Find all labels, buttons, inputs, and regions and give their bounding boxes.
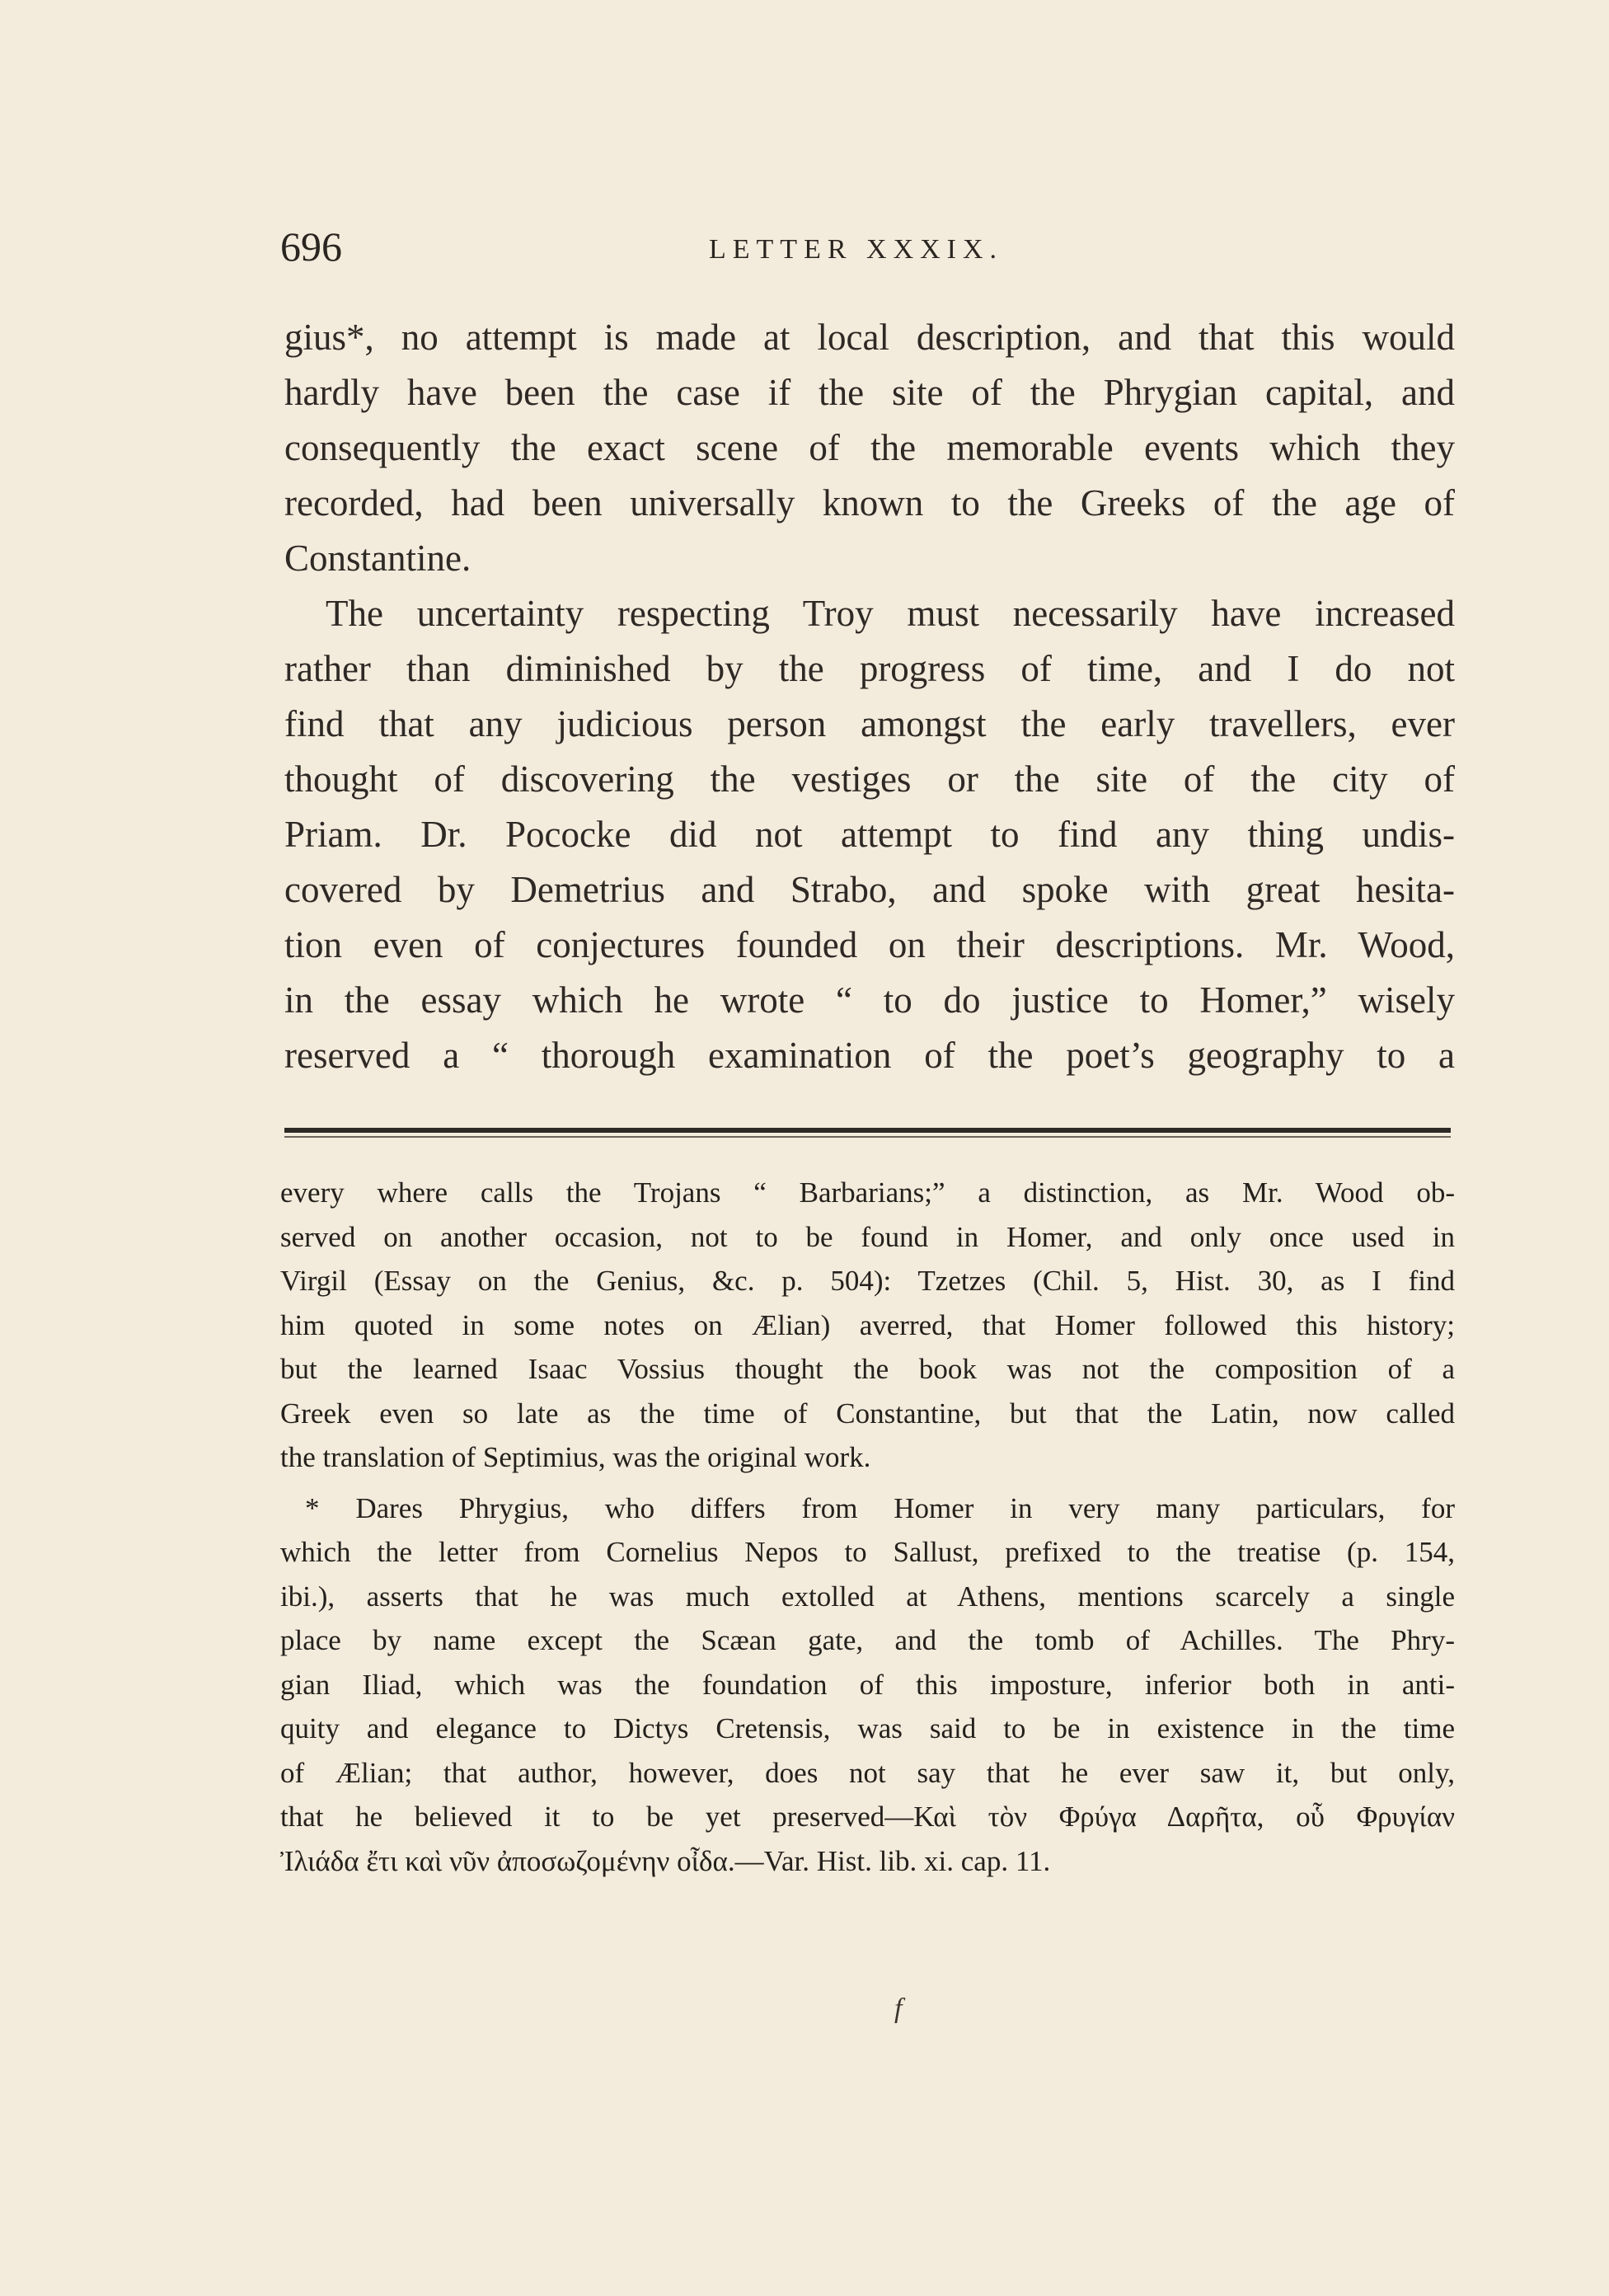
body-line: find that any judicious person amongst the early travellers, ever — [284, 703, 1455, 744]
main-text — [284, 310, 1455, 1083]
body-line: consequently the exact scene of the memorable events which they — [284, 427, 1455, 468]
body-line: Constantine. — [284, 538, 471, 579]
footnote-line: every where calls the Trojans “ Barbarians;” a distinction, as Mr. Wood ob- — [280, 1176, 1455, 1209]
footnote-line: place by name except the Scæan gate, and the tomb of Achilles. The Phry- — [280, 1624, 1455, 1656]
footnote-line: Virgil (Essay on the Genius, &c. p. 504): Tzetzes (Chil. 5, Hist. 30, as I find — [280, 1265, 1455, 1297]
footnote-line: quity and elegance to Dictys Cretensis, was said to be in existence in the time — [280, 1712, 1455, 1744]
page-header — [280, 223, 1451, 289]
body-line: tion even of conjectures founded on their descriptions. Mr. Wood, — [284, 924, 1455, 965]
footnotes — [280, 1171, 1455, 1883]
footnote-line: * Dares Phrygius, who differs from Homer in very many particulars, for — [305, 1491, 1455, 1524]
footnote-line: which the letter from Cornelius Nepos to Sallust, prefixed to the treatise (p. 154, — [280, 1536, 1455, 1568]
footnote-line: but the learned Isaac Vossius thought the book was not the composition of a — [280, 1353, 1455, 1385]
body-line: thought of discovering the vestiges or the site of the city of — [284, 758, 1455, 800]
footnote-rule-thin — [284, 1136, 1451, 1138]
page-number: 696 — [280, 223, 342, 270]
footnote-line: him quoted in some notes on Ælian) averred, that Homer followed this history; — [280, 1308, 1455, 1341]
body-line: The uncertainty respecting Troy must necessarily have increased — [326, 593, 1455, 634]
running-head: LETTER XXXIX. — [709, 234, 1004, 265]
footnote-line: ibi.), asserts that he was much extolled at Athens, mentions scarcely a single — [280, 1580, 1455, 1613]
footnote-line: gian Iliad, which was the foundation of this imposture, inferior both in anti- — [280, 1668, 1455, 1701]
body-line: gius*, no attempt is made at local description, and that this would — [284, 317, 1455, 358]
body-line: recorded, had been universally known to the Greeks of the age of — [284, 482, 1455, 524]
body-line: covered by Demetrius and Strabo, and spoke with great hesita- — [284, 869, 1455, 910]
body-line: Priam. Dr. Pococke did not attempt to find any thing undis- — [284, 814, 1455, 855]
footnote-rule — [284, 1128, 1451, 1133]
body-line: in the essay which he wrote “ to do justice to Homer,” wisely — [284, 979, 1455, 1021]
footnote-line: Ἰλιάδα ἔτι καὶ νῦν ἀποσωζομένην οἶδα.—Var. Hist. lib. xi. cap. 11. — [280, 1844, 1051, 1877]
footnote-gap — [280, 1480, 1455, 1486]
body-line: rather than diminished by the progress of time, and I do not — [284, 648, 1455, 689]
body-line: reserved a “ thorough examination of the poet’s geography to a — [284, 1035, 1455, 1076]
footnote-line: of Ælian; that author, however, does not say that he ever saw it, but only, — [280, 1756, 1455, 1789]
footnote-line: the translation of Septimius, was the original work. — [280, 1441, 871, 1473]
footnote-line: served on another occasion, not to be found in Homer, and only once used in — [280, 1220, 1455, 1253]
body-line: hardly have been the case if the site of the Phrygian capital, and — [284, 372, 1455, 413]
footnote-line: that he believed it to be yet preserved—Καὶ τὸν Φρύγα Δαρῆτα, οὗ Φρυγίαν — [280, 1801, 1455, 1833]
footnote-line: Greek even so late as the time of Constantine, but that the Latin, now called — [280, 1397, 1455, 1430]
catchword: f — [894, 1993, 903, 2024]
